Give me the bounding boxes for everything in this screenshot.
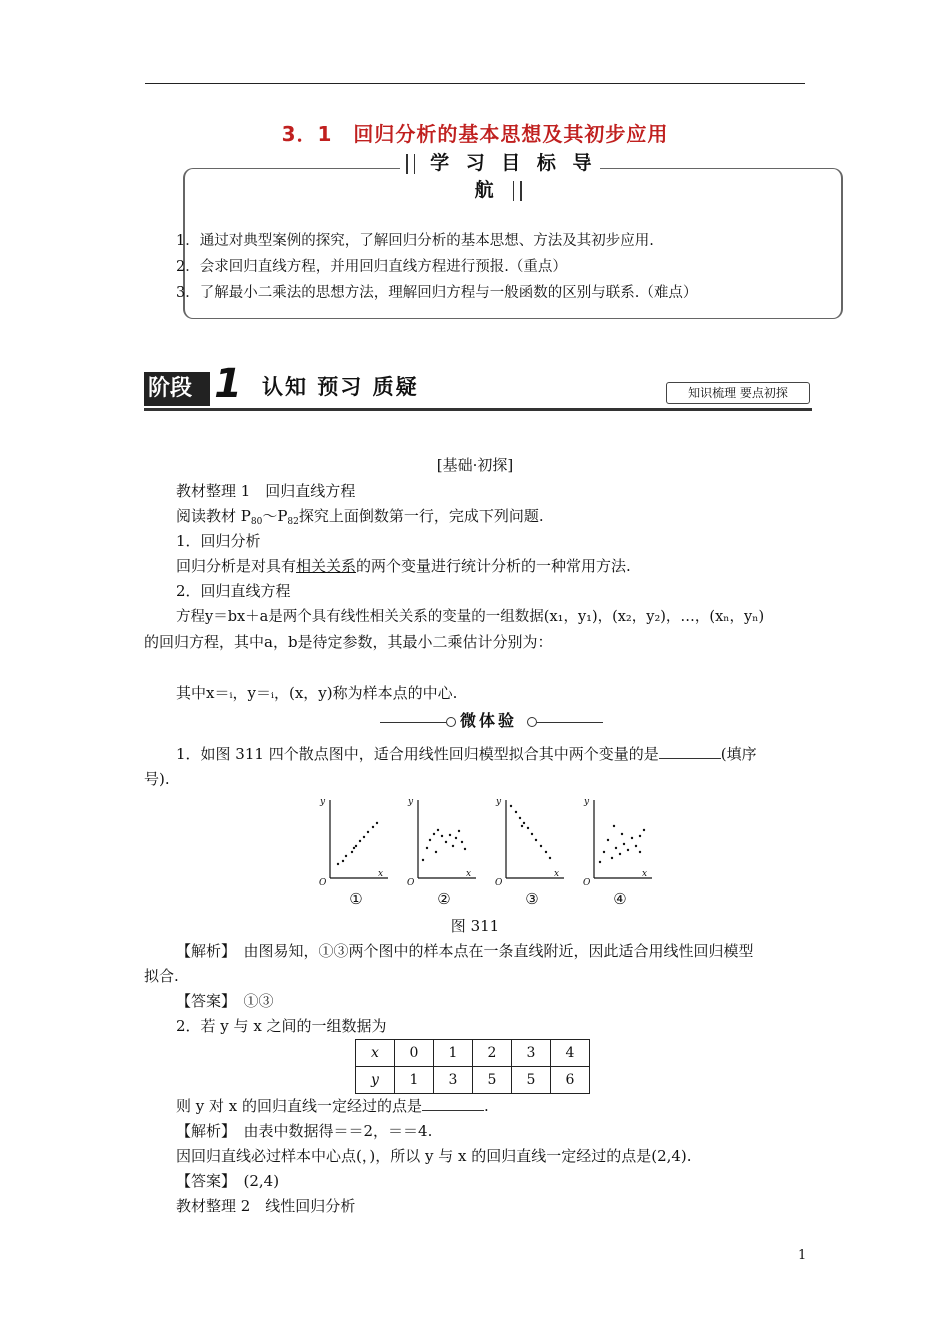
table-cell: 1 [434,1040,473,1067]
table-cell: 0 [395,1040,434,1067]
table-cell: y [356,1067,395,1094]
material-heading-2: 教材整理 2 线性回归分析 [176,1197,356,1215]
table-cell: x [356,1040,395,1067]
question-1-line1: 1．如图 311 四个散点图中，适合用线性回归模型拟合其中两个变量的是 (填序 [176,745,757,763]
divider-right [537,722,603,723]
table-cell: 3 [434,1067,473,1094]
analysis-2: 【解析】 由表中数据得＝＝2，＝＝4. [176,1122,433,1140]
table-cell: 6 [551,1067,590,1094]
scatter-panel-2 [407,797,476,888]
svg-text:y: y [496,797,502,807]
data-table [355,1039,590,1094]
scatter-panel-1 [319,797,388,888]
svg-text:x: x [642,869,648,879]
answer-2: 【答案】 (2,4) [176,1172,280,1190]
question-1-line2: 号). [144,770,170,788]
scatter-label-1: ① [349,890,363,908]
svg-text:O: O [583,878,591,888]
table-cell: 5 [473,1067,512,1094]
table-cell: 3 [512,1040,551,1067]
scatter-panel-4 [583,797,652,888]
page-number: 1 [798,1248,807,1263]
divider-dot-right [527,717,537,727]
table-cell: 1 [395,1067,434,1094]
regression-equation-line2: 的回归方程，其中a，b是待定参数，其最小二乘估计分别为： [144,633,553,651]
svg-text:O: O [495,878,503,888]
heading-regression-analysis: 1．回归分析 [176,532,261,550]
table-cell: 4 [551,1040,590,1067]
table-row [356,1067,590,1094]
scatter-label-3: ③ [525,890,539,908]
y-axis-label: y [320,797,326,807]
stage-title: 认知 预习 质疑 [262,375,419,399]
svg-text:x: x [466,869,472,879]
scatter-panel-3 [495,797,564,888]
table-cell: 5 [512,1067,551,1094]
question-2-intro: 2．若 y 与 x 之间的一组数据为 [176,1017,387,1035]
micro-experience-title: 微体验 [460,711,518,730]
svg-text:x: x [554,869,560,879]
answer-blank-2[interactable] [422,1096,484,1111]
definition-paragraph: 回归分析是对具有相关关系的两个变量进行统计分析的一种常用方法. [176,557,631,575]
goal-item-3: 3．了解最小二乘法的思想方法，理解回归方程与一般函数的区别与联系.（难点） [176,285,698,301]
svg-text:O: O [407,878,415,888]
divider-left [380,722,446,723]
stage-number: 1 [210,362,246,406]
scatter-label-4: ④ [613,890,627,908]
svg-text:y: y [408,797,414,807]
sample-center-text: 其中x＝ᵢ，y＝ᵢ，(x，y)称为样本点的中心. [176,684,458,702]
analysis-1-line1: 【解析】 由图易知，①③两个图中的样本点在一条直线附近，因此适合用线性回归模型 [176,942,754,960]
figure-caption: 图 311 [450,917,500,935]
answer-1: 【答案】 ①③ [176,992,274,1010]
scatter-label-2: ② [437,890,451,908]
table-cell: 2 [473,1040,512,1067]
stage-badge: 阶段 [144,372,244,406]
learning-goals-title: 学 习 目 标 导 航 [430,152,597,201]
header-rule [145,83,805,84]
reading-instruction: 阅读教材 $P_{80}\sim P_{82}$探究上面倒数第一行，完成下列问题. [176,507,544,527]
learning-goals-label [400,148,600,201]
svg-text:y: y [584,797,590,807]
page-title: 3．1 回归分析的基本思想及其初步应用 [281,122,669,146]
goal-item-2: 2．会求回归直线方程，并用回归直线方程进行预报.（重点） [176,259,567,275]
heading-regression-line: 2．回归直线方程 [176,582,291,600]
divider-dot-left [446,717,456,727]
goal-item-1: 1．通过对典型案例的探究，了解回归分析的基本思想、方法及其初步应用. [176,233,654,249]
table-row [356,1040,590,1067]
answer-blank-1[interactable] [659,744,721,759]
material-heading-1: 教材整理 1 回归直线方程 [176,482,356,500]
analysis-2-reason: 因回归直线必过样本中心点(，)，所以 y 与 x 的回归直线一定经过的点是(2,4). [176,1147,692,1165]
analysis-1-line2: 拟合. [144,967,179,985]
stage-tag: 知识梳理 要点初探 [666,382,810,404]
origin-label: O [319,878,327,888]
regression-equation-line1: 方程y＝bx＋a是两个具有线性相关关系的变量的一组数据(x₁，y₁)，(x₂，y₂)，…，(xₙ，yₙ) [176,609,765,625]
scatter-figures [310,790,670,910]
x-axis-label: x [378,869,384,879]
section-label: [基础·初探] [436,456,514,474]
question-2-ask: 则 y 对 x 的回归直线一定经过的点是 . [176,1097,489,1115]
